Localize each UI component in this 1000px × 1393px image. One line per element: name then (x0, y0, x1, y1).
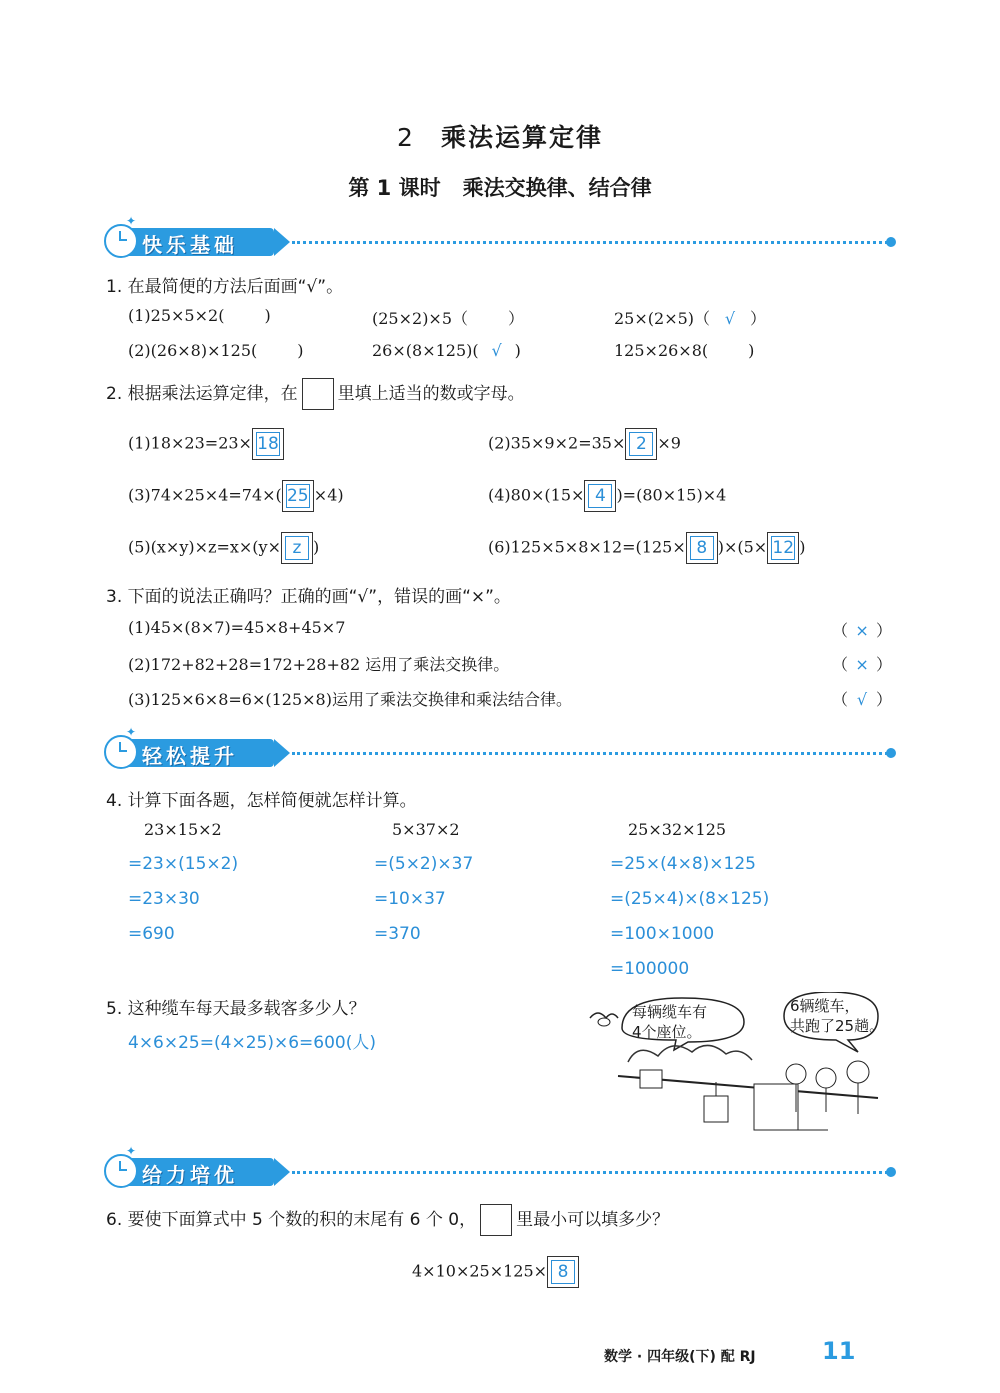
chapter-number: 2 (397, 123, 415, 152)
q5-answer: 4×6×25=(4×25)×6=600(人) (128, 1033, 376, 1053)
q1-option-5: 26×(8×125)( √ ) (372, 341, 521, 360)
speech-bubble-1: 每辆缆车有 4个座位。 (632, 1003, 708, 1041)
q4-step: =(25×4)×(8×125) (610, 889, 770, 909)
q3-answer-1: （ × ） (832, 621, 893, 640)
q4-step: =100000 (610, 959, 690, 979)
q2-item-3: (3)74×25×4=74×( 25 ×4) (128, 480, 344, 512)
speech-bubble-2: 6辆缆车， 共跑了25趟。 (790, 997, 885, 1035)
sparkle-icon: ✦ (126, 214, 137, 228)
q6-expression: 4×10×25×125× 8 (412, 1256, 579, 1288)
lesson-number: 第 1 课时 (348, 176, 441, 200)
question-6-prompt: 6. 要使下面算式中 5 个数的积的末尾有 6 个 0， 里最小可以填多少？ (106, 1204, 669, 1236)
question-5-prompt: 5. 这种缆车每天最多载客多少人？ (106, 999, 366, 1019)
lesson-topic: 乘法交换律、结合律 (462, 176, 652, 200)
q3-statement-1: (1)45×(8×7)=45×8+45×7 (128, 618, 346, 637)
q4-step: =23×(15×2) (128, 854, 239, 874)
question-2-prompt: 2. 根据乘法运算定律，在 里填上适当的数或字母。 (106, 378, 525, 410)
q4-step: =(5×2)×37 (374, 854, 474, 874)
q2-item-5: (5)(x×y)×z=x×(y× z ) (128, 532, 319, 564)
blank-box-icon (302, 378, 334, 410)
question-1-prompt: 1. 在最简便的方法后面画“√”。 (106, 277, 344, 297)
q1-option-3: 25×(2×5)（ √ ） (614, 309, 767, 328)
q4-step: =690 (128, 924, 175, 944)
q2-item-4: (4)80×(15× 4 )=(80×15)×4 (488, 480, 726, 512)
lesson-title (0, 172, 1000, 202)
question-3-prompt: 3. 下面的说法正确吗？正确的画“√”，错误的画“×”。 (106, 587, 511, 607)
q3-statement-2: (2)172+82+28=172+28+82 运用了乘法交换律。 (128, 655, 510, 674)
q4-step: =10×37 (374, 889, 446, 909)
clock-icon (104, 735, 138, 769)
q4-calc-1: 23×15×2 (144, 820, 222, 839)
section-title: 快乐基础 (142, 233, 238, 257)
section-banner-basic (104, 214, 904, 262)
q2-item-2: (2)35×9×2=35× 2 ×9 (488, 428, 681, 460)
q4-step: =370 (374, 924, 421, 944)
sparkle-icon: ✦ (126, 1144, 137, 1158)
q3-answer-3: （ √ ） (832, 690, 893, 709)
q4-calc-2: 5×37×2 (392, 820, 460, 839)
q4-calc-3: 25×32×125 (628, 820, 727, 839)
q1-option-2: (25×2)×5（ ） (372, 309, 525, 328)
q3-statement-3: (3)125×6×8=6×(125×8)运用了乘法交换律和乘法结合律。 (128, 690, 572, 709)
chapter-title (0, 118, 1000, 154)
q4-step: =23×30 (128, 889, 200, 909)
sparkle-icon: ✦ (126, 725, 137, 739)
section-banner-improve (104, 725, 904, 773)
dotted-divider (292, 241, 888, 244)
q1-option-6: 125×26×8( ) (614, 341, 755, 360)
dotted-divider (292, 1171, 888, 1174)
blank-box-icon (480, 1204, 512, 1236)
q1-option-4: (2)(26×8)×125( ) (128, 341, 304, 360)
q2-item-1: (1)18×23=23× 18 (128, 428, 284, 460)
divider-end-dot (886, 237, 896, 247)
divider-end-dot (886, 1167, 896, 1177)
q2-item-6: (6)125×5×8×12=(125× 8 )×(5× 12 ) (488, 532, 805, 564)
page-number: 11 (822, 1337, 856, 1365)
chapter-name: 乘法运算定律 (440, 123, 603, 152)
clock-icon (104, 224, 138, 258)
section-title: 给力培优 (142, 1163, 238, 1187)
q4-step: =25×(4×8)×125 (610, 854, 756, 874)
section-banner-advanced (104, 1144, 904, 1192)
clock-icon (104, 1154, 138, 1188)
q4-step: =100×1000 (610, 924, 715, 944)
section-title: 轻松提升 (142, 744, 238, 768)
question-4-prompt: 4. 计算下面各题，怎样简便就怎样计算。 (106, 791, 417, 811)
q3-answer-2: （ × ） (832, 655, 893, 674)
page-footer: 数学 · 四年级(下) 配 RJ (604, 1349, 756, 1365)
cable-car-illustration (578, 992, 894, 1142)
dotted-divider (292, 752, 888, 755)
divider-end-dot (886, 748, 896, 758)
q1-option-1: (1)25×5×2( ) (128, 306, 271, 325)
